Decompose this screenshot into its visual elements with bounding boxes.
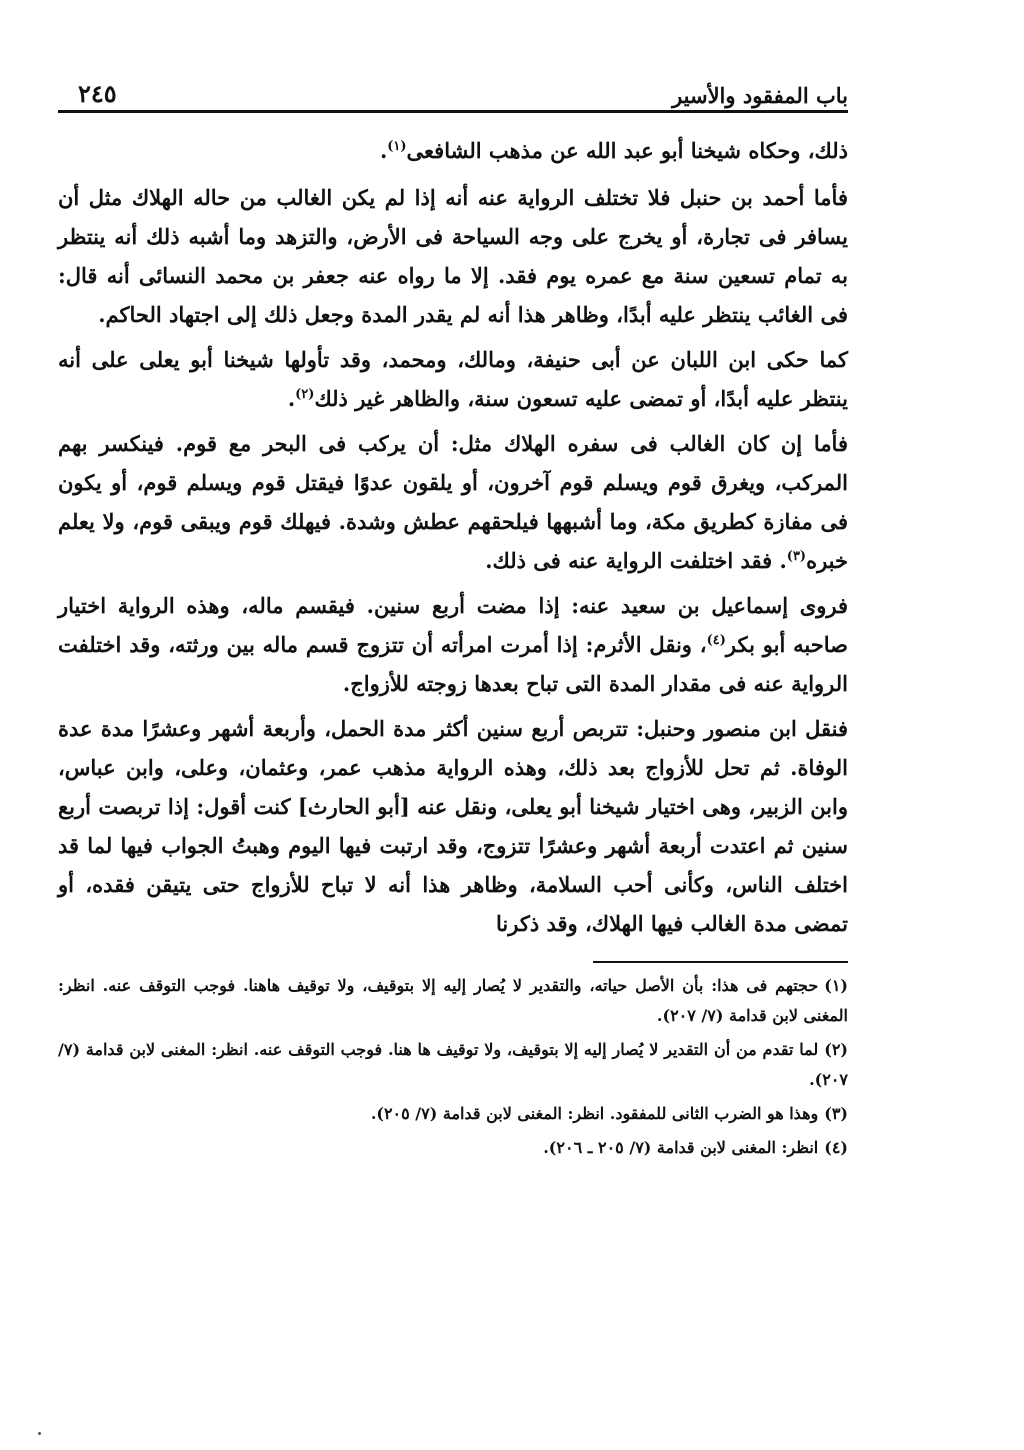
running-header xyxy=(58,56,848,113)
paragraph-text: فنقل ابن منصور وحنبل: تتربص أربع سنين أكثر مدة الحمل، وأربعة أشهر وعشرًا مدة عدة الوفاة. ثم تحل للأزواج بعد ذلك، وهذه الرواية مذهب عمر، وعثمان، وعلى، وابن عباس، وابن الزبير، وهى اختيار شيخنا أبو يعلى، ونقل عنه [أبو الحارث] كنت أقول: إذا تربصت أربع سنين ثم اعتدت أربعة أشهر وعشرًا تتزوج، وقد ارتبت فيها اليوم وهبتُ الجواب فيها لما قد اختلف الناس، وكأنى أحب السلامة، وظاهر هذا أنه لا تباح للأزواج حتى يتيقن فقده، أو تمضى مدة الغالب فيها الهلاك، وقد ذكرنا xyxy=(58,716,848,936)
paragraph-text: كما حكى ابن اللبان عن أبى حنيفة، ومالك، ومحمد، وقد تأولها شيخنا أبو يعلى على أنه ينتظر عليه أبدًا، أو تمضى عليه تسعون سنة، والظاهر غير ذلك xyxy=(58,347,848,411)
chapter-title: باب المفقود والأسير xyxy=(672,83,848,108)
footnote xyxy=(58,1099,848,1129)
paragraph xyxy=(58,131,848,170)
paragraph-text-continued: . xyxy=(287,386,296,411)
footnote-number: (٢) xyxy=(824,1040,848,1059)
paragraph xyxy=(58,340,848,418)
footnote xyxy=(58,1133,848,1163)
paragraph-text-continued: . xyxy=(379,138,388,163)
footnote-number: (١) xyxy=(824,976,848,995)
footnotes-section xyxy=(58,971,848,1163)
footnote-reference: (٣) xyxy=(786,549,807,564)
paragraph xyxy=(58,586,848,703)
footnote-text: انظر: المغنى لابن قدامة (٧/ ٢٠٥ ـ ٢٠٦). xyxy=(543,1138,819,1157)
book-page xyxy=(58,56,848,1396)
footnote-separator xyxy=(593,961,848,963)
footnote xyxy=(58,1035,848,1095)
main-text xyxy=(58,131,848,943)
footnote-reference: (٢) xyxy=(295,387,315,402)
footnote-text: حجتهم فى هذا: بأن الأصل حياته، والتقدير لا يُصار إليه إلا بتوقيف، ولا توقيف هاهنا. فوجب التوقف عنه. انظر: المغنى لابن قدامة (٧/ ٢٠٧). xyxy=(58,976,848,1025)
paragraph-text: فأما أحمد بن حنبل فلا تختلف الرواية عنه أنه إذا لم يكن الغالب من حاله الهلاك مثل أن يسافر فى تجارة، أو يخرج على وجه السياحة فى الأرض، والتزهد وما أشبه ذلك أنه ينتظر به تمام تسعين سنة مع عمره يوم فقد. إلا ما رواه عنه جعفر بن محمد النسائى أنه قال: فى الغائب ينتظر عليه أبدًا، وظاهر هذا أنه لم يقدر المدة وجعل ذلك إلى اجتهاد الحاكم. xyxy=(58,185,848,327)
footnote xyxy=(58,971,848,1031)
paragraph-text: فروى إسماعيل بن سعيد عنه: إذا مضت أربع سنين. فيقسم ماله، وهذه الرواية اختيار صاحبه أبو بكر xyxy=(58,593,848,657)
page-number: ٢٤٥ xyxy=(78,79,117,108)
scan-speck xyxy=(38,1432,41,1435)
footnote-reference: (١) xyxy=(387,139,407,154)
paragraph-text-continued: . فقد اختلفت الرواية عنه فى ذلك. xyxy=(485,548,787,573)
paragraph xyxy=(58,178,848,334)
footnote-text: وهذا هو الضرب الثانى للمفقود. انظر: المغنى لابن قدامة (٧/ ٢٠٥). xyxy=(370,1104,819,1123)
paragraph xyxy=(58,424,848,580)
paragraph xyxy=(58,709,848,943)
footnote-number: (٣) xyxy=(824,1104,848,1123)
footnote-reference: (٤) xyxy=(706,633,726,648)
paragraph-text-continued: ، ونقل الأثرم: إذا أمرت امرأته أن تتزوج قسم ماله بين ورثته، وقد اختلفت الرواية عنه فى مقدار المدة التى تباح بعدها زوجته للأزواج. xyxy=(58,632,848,696)
paragraph-text: فأما إن كان الغالب فى سفره الهلاك مثل: أن يركب فى البحر مع قوم. فينكسر بهم المركب، ويغرق قوم ويسلم قوم آخرون، أو يلقون عدوًا فيقتل قوم ويسلم قوم، أو يكون فى مفازة كطريق مكة، وما أشبهها فيلحقهم عطش وشدة. فيهلك قوم ويبقى قوم، ولا يعلم خبره xyxy=(58,431,848,573)
footnote-number: (٤) xyxy=(824,1138,848,1157)
paragraph-text: ذلك، وحكاه شيخنا أبو عبد الله عن مذهب الشافعى xyxy=(406,138,848,163)
footnote-text: لما تقدم من أن التقدير لا يُصار إليه إلا بتوقيف، ولا توقيف ها هنا. فوجب التوقف عنه. انظر: المغنى لابن قدامة (٧/ ٢٠٧). xyxy=(58,1040,848,1089)
